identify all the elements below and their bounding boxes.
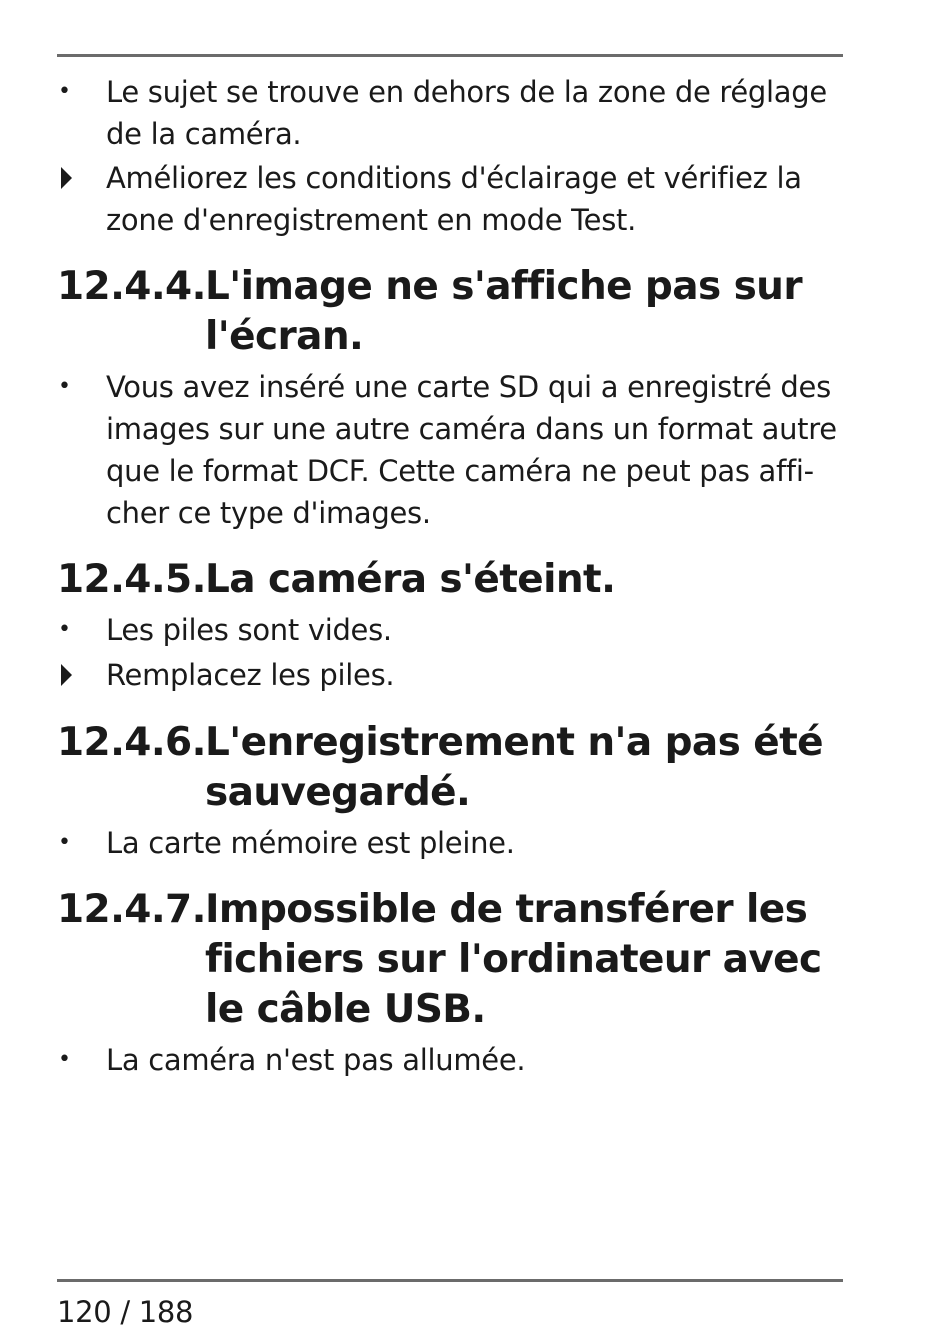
list-item: Remplacez les piles. — [106, 658, 395, 692]
section-title: Impossible de transférer les fichiers sur l'ordinateur avec le câble USB. — [205, 887, 822, 1032]
list-item: Le sujet se trouve en dehors de la zone de réglage de la caméra. — [106, 75, 827, 151]
list-item: La caméra n'est pas allumée. — [106, 1043, 526, 1077]
list-item: Améliorez les conditions d'éclairage et vérifiez la zone d'enregistrement en mode Test. — [106, 161, 802, 237]
bullet-dot-icon: • — [58, 79, 71, 104]
action-triangle-icon — [61, 664, 72, 686]
section-number: 12.4.4. — [57, 264, 206, 309]
section-title: L'enregistrement n'a pas été sauvegardé. — [205, 720, 823, 815]
bullet-dot-icon: • — [58, 374, 71, 399]
section-number: 12.4.7. — [57, 887, 206, 932]
list-item: Les piles sont vides. — [106, 613, 392, 647]
bottom-divider — [57, 1279, 843, 1282]
list-item: Vous avez inséré une carte SD qui a enregistré des images sur une autre caméra dans un format autre que le format DCF. Cette caméra ne peut pas affi-cher ce type d'images. — [106, 370, 837, 530]
top-divider — [57, 54, 843, 57]
bullet-dot-icon: • — [58, 830, 71, 855]
list-item: La carte mémoire est pleine. — [106, 826, 515, 860]
bullet-dot-icon: • — [58, 617, 71, 642]
bullet-dot-icon: • — [58, 1047, 71, 1072]
section-number: 12.4.5. — [57, 557, 206, 602]
section-number: 12.4.6. — [57, 720, 206, 765]
page-number: 120 / 188 — [57, 1295, 194, 1329]
action-triangle-icon — [61, 167, 72, 189]
section-title: La caméra s'éteint. — [205, 557, 616, 602]
section-title: L'image ne s'affiche pas sur l'écran. — [205, 264, 802, 359]
